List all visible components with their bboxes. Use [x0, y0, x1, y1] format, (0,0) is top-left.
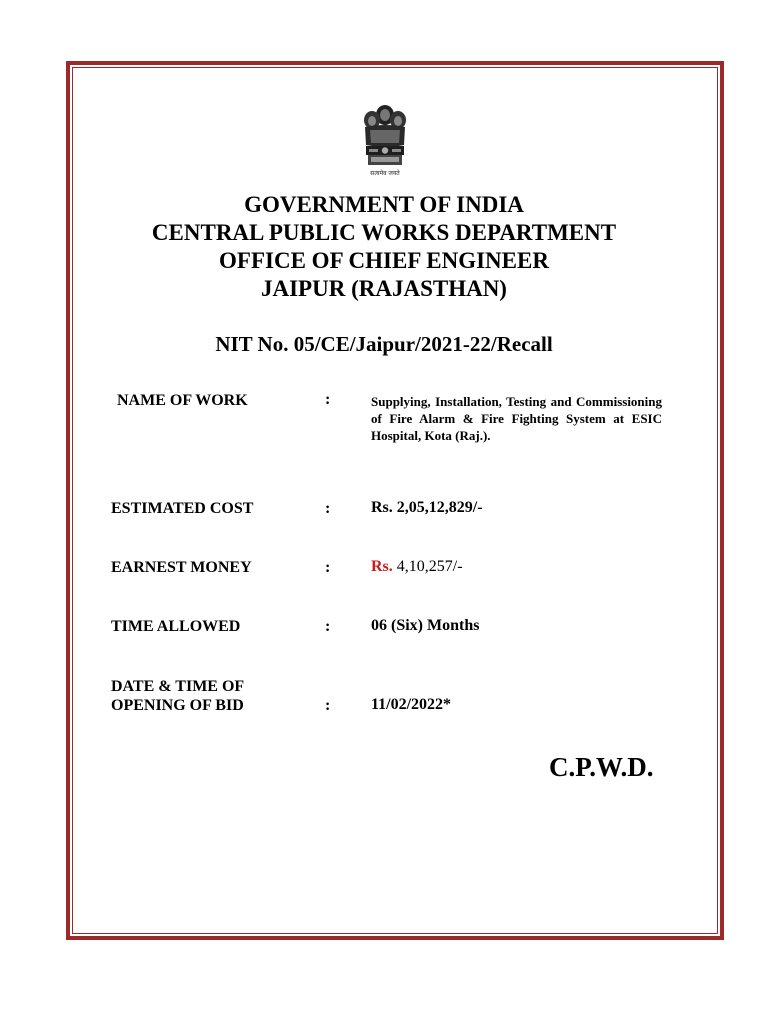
earnest-money-prefix: Rs. — [371, 558, 393, 575]
time-allowed-label: TIME ALLOWED — [111, 618, 241, 635]
bid-opening-value: 11/02/2022* — [371, 696, 452, 713]
bid-opening-label-line1: DATE & TIME OF — [111, 678, 245, 695]
estimated-cost-value: Rs. 2,05,12,829/- — [371, 499, 483, 516]
emblem-motto: सत्यमेव जयते — [370, 170, 400, 177]
header-government: GOVERNMENT OF INDIA — [244, 192, 524, 217]
nit-number: NIT No. 05/CE/Jaipur/2021-22/Recall — [215, 332, 553, 356]
time-allowed-value: 06 (Six) Months — [371, 617, 480, 634]
name-of-work-label: NAME OF WORK — [117, 392, 248, 409]
header-location: JAIPUR (RAJASTHAN) — [261, 276, 507, 301]
earnest-money-label: EARNEST MONEY — [111, 559, 252, 576]
bid-opening-label-line2: OPENING OF BID — [111, 697, 244, 714]
name-of-work-value: Supplying, Installation, Testing and Commissioning of Fire Alarm & Fire Fighting System at ESIC Hospital, Kota (Raj.). — [371, 394, 662, 443]
cpwd-signature: C.P.W.D. — [549, 752, 654, 782]
estimated-cost-separator: : — [325, 500, 331, 517]
national-emblem-icon — [357, 103, 413, 179]
estimated-cost-label: ESTIMATED COST — [111, 500, 254, 517]
header-office: OFFICE OF CHIEF ENGINEER — [219, 248, 549, 273]
time-allowed-separator: : — [325, 618, 331, 635]
earnest-money-amount: 4,10,257/- — [396, 558, 463, 575]
name-of-work-separator: : — [325, 391, 331, 408]
earnest-money-separator: : — [325, 559, 331, 576]
earnest-money-value — [371, 558, 463, 576]
header-department: CENTRAL PUBLIC WORKS DEPARTMENT — [151, 220, 617, 245]
bid-opening-separator: : — [325, 697, 331, 714]
